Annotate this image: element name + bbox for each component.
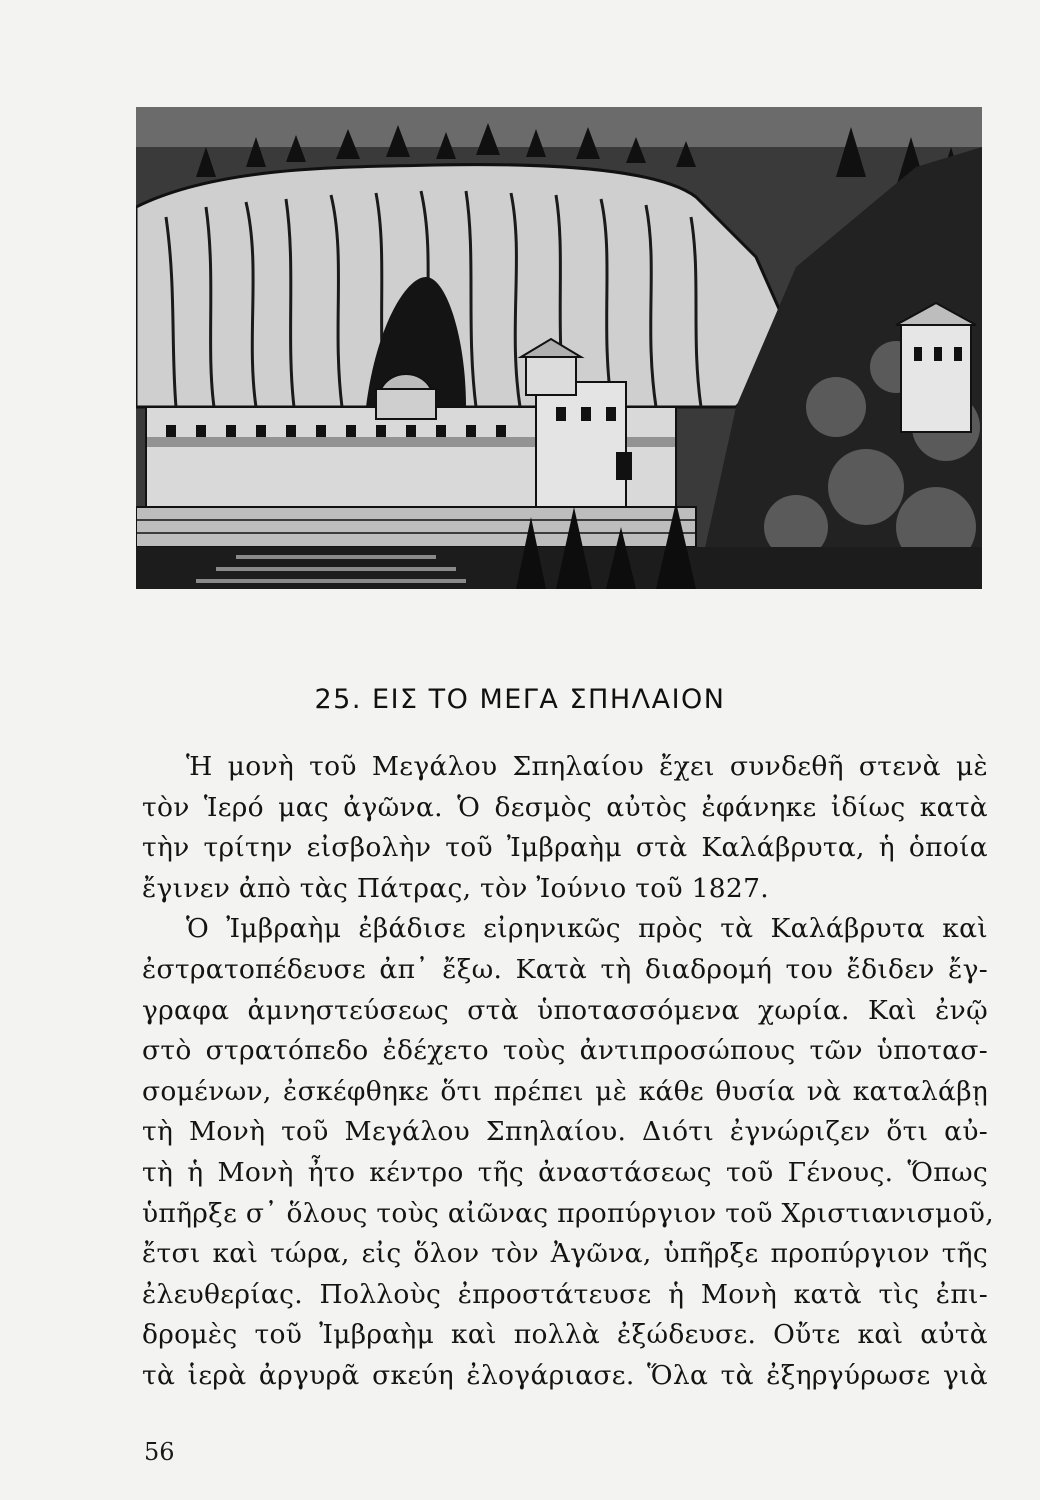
text-line: τὴ Μονὴ τοῦ Μεγάλου Σπηλαίου. Διότι ἐγνώριζεν ὅτι αὐ- (142, 1116, 988, 1148)
text-line: σομένων, ἐσκέφθηκε ὅτι πρέπει μὲ κάθε θυσία νὰ καταλάβῃ (142, 1075, 988, 1107)
paragraph-2 (142, 909, 994, 1396)
text-line: ἔγινεν ἀπὸ τὰς Πάτρας, τὸν Ἰούνιο τοῦ 1827. (142, 872, 769, 904)
text-line: ἐλευθερίας. Πολλοὺς ἐπροστάτευσε ἡ Μονὴ κατὰ τὶς ἐπι- (142, 1278, 988, 1310)
paragraph-1 (142, 747, 988, 909)
monastery-woodcut-image (136, 107, 982, 589)
text-line: Ὁ Ἰμβραὴμ ἐβάδισε εἰρηνικῶς πρὸς τὰ Καλάβρυτα καὶ (186, 913, 988, 945)
text-line: ἐστρατοπέδευσε ἀπ᾽ ἔξω. Κατὰ τὴ διαδρομή του ἔδιδεν ἔγ- (142, 953, 988, 985)
text-line: Ἡ μονὴ τοῦ Μεγάλου Σπηλαίου ἔχει συνδεθῆ στενὰ μὲ (186, 751, 988, 782)
page-number: 56 (144, 1438, 175, 1466)
text-line: γραφα ἀμνηστεύσεως στὰ ὑποτασσόμενα χωρία. Καὶ ἐνῷ (142, 994, 988, 1026)
text-line: τὴ ἡ Μονὴ ἦτο κέντρο τῆς ἀναστάσεως τοῦ Γένους. Ὅπως (142, 1156, 988, 1188)
text-line: δρομὲς τοῦ Ἰμβραὴμ καὶ πολλὰ ἐξώδευσε. Οὔτε καὶ αὐτὰ (142, 1319, 988, 1351)
chapter-title: 25. ΕΙΣ ΤΟ ΜΕΓΑ ΣΠΗΛΑΙΟΝ (314, 684, 726, 715)
text-line: τὸν Ἱερό μας ἀγῶνα. Ὁ δεσμὸς αὐτὸς ἐφάνηκε ἰδίως κατὰ (142, 791, 988, 823)
body-text (142, 747, 994, 1397)
text-line: τὰ ἱερὰ ἀργυρᾶ σκεύη ἐλογάριασε. Ὅλα τὰ ἐξηργύρωσε γιὰ (142, 1359, 988, 1391)
text-line: ἔτσι καὶ τώρα, εἰς ὅλον τὸν Ἀγῶνα, ὑπῆρξε προπύργιον τῆς (142, 1238, 988, 1270)
text-line: ὑπῆρξε σ᾽ ὅλους τοὺς αἰῶνας προπύργιον τοῦ Χριστιανισμοῦ, (142, 1197, 994, 1229)
text-line: τὴν τρίτην εἰσβολὴν τοῦ Ἰμβραὴμ στὰ Καλάβρυτα, ἡ ὁποία (142, 832, 988, 864)
text-line: στὸ στρατόπεδο ἐδέχετο τοὺς ἀντιπροσώπους τῶν ὑποτασ- (142, 1035, 988, 1067)
